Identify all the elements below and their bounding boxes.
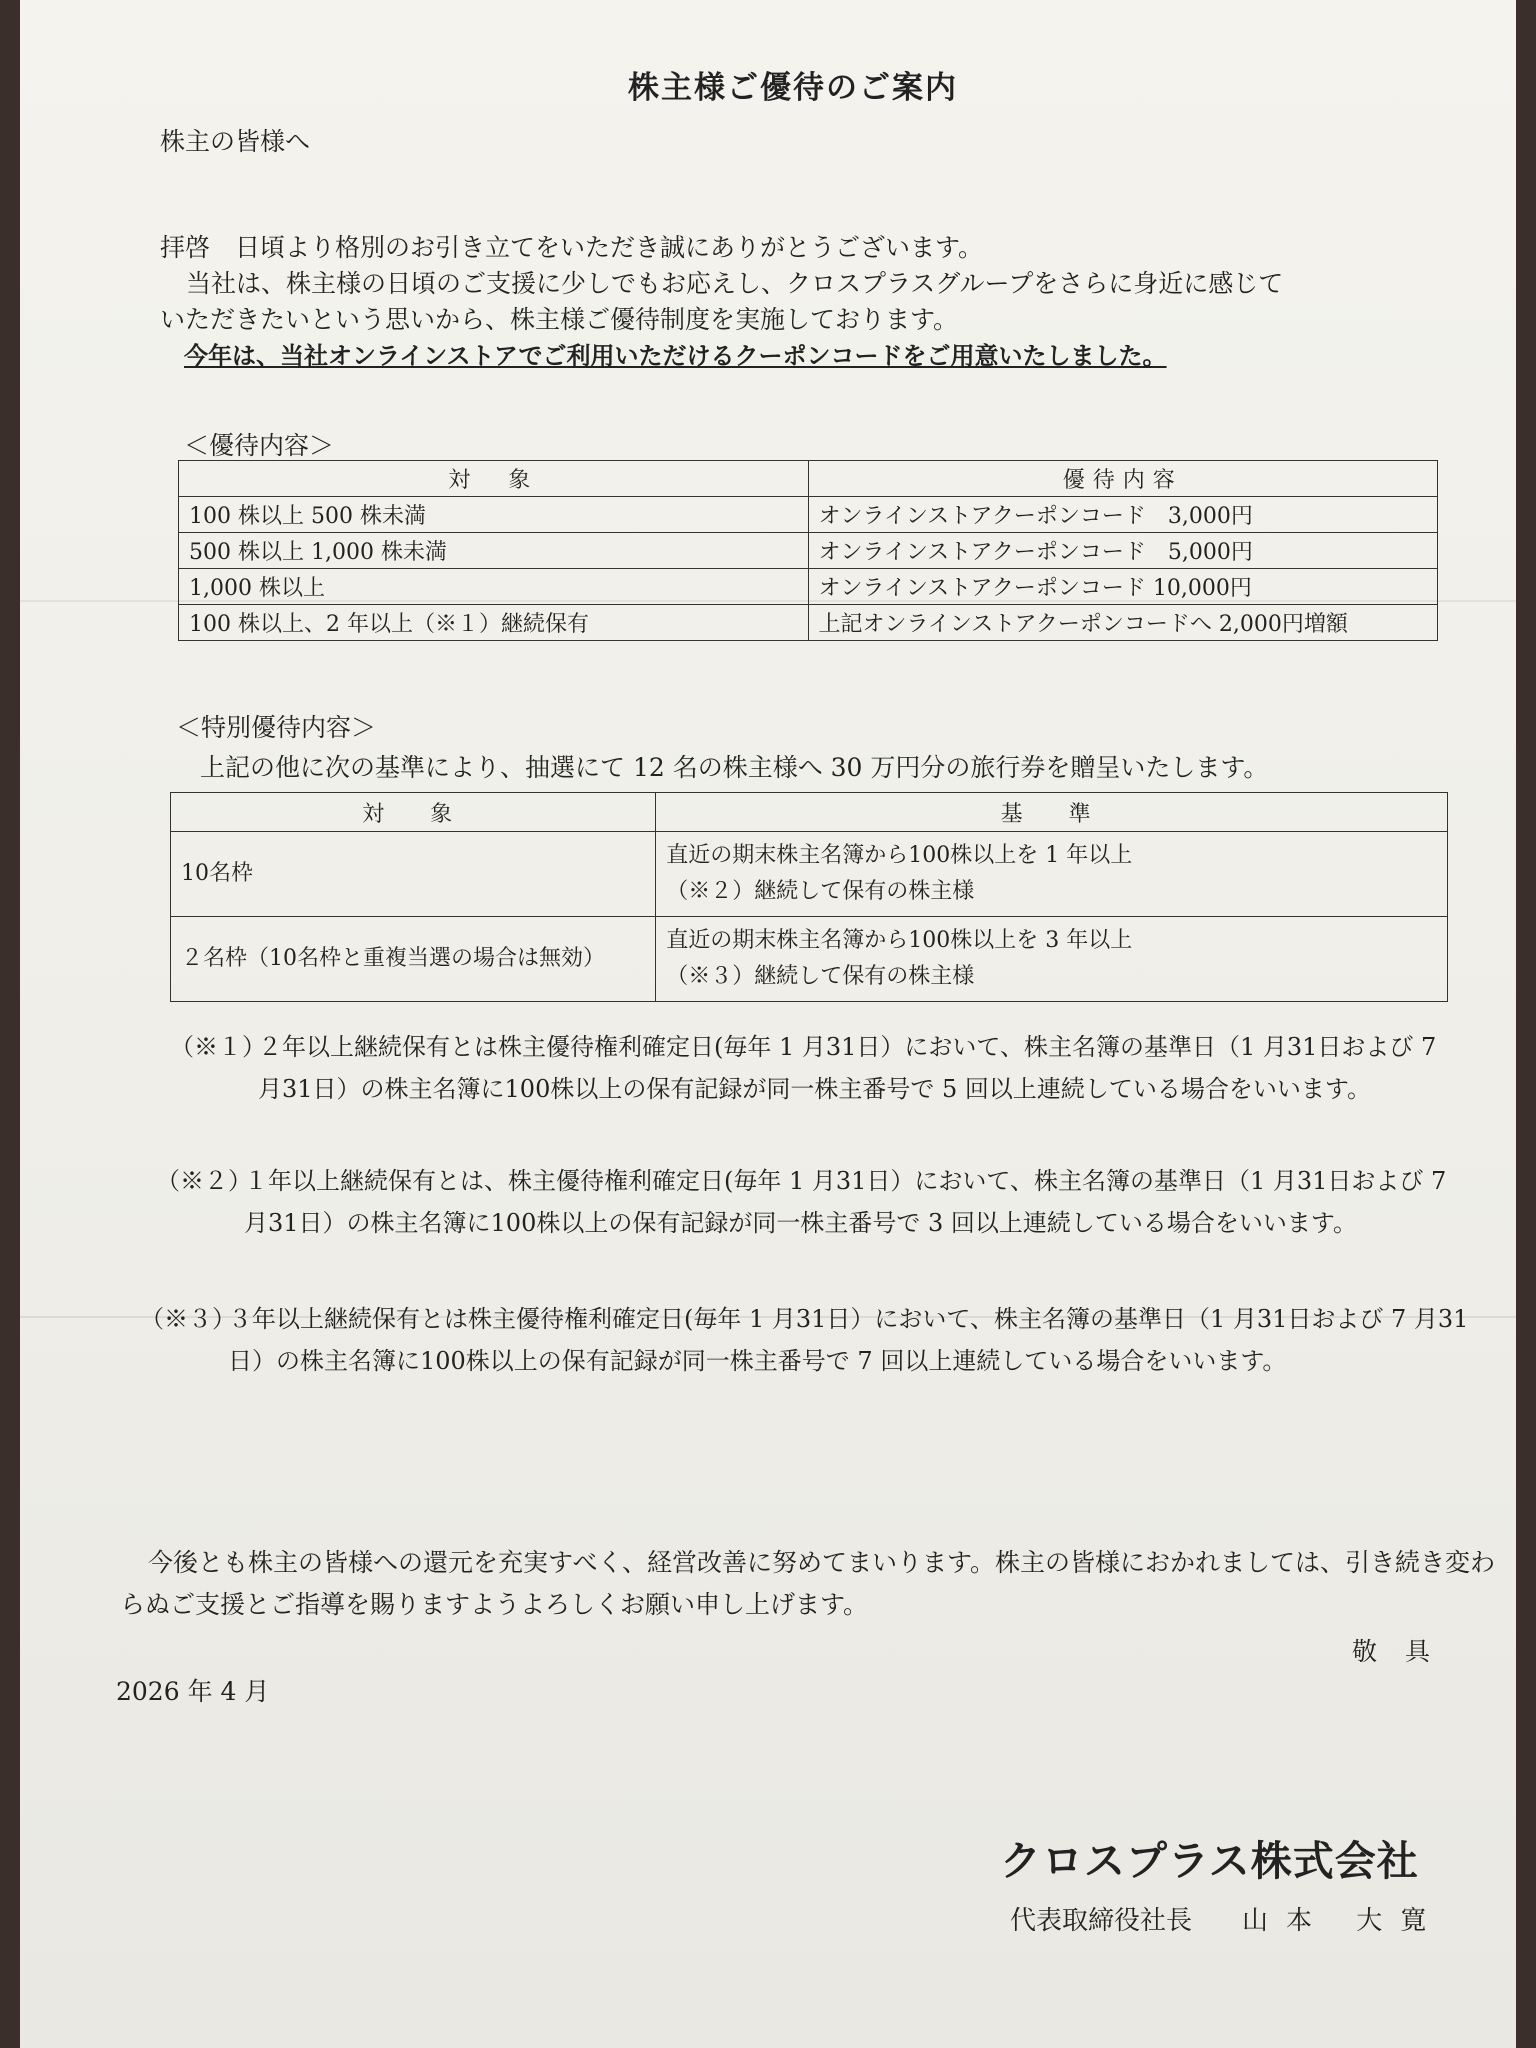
- table-cell: [656, 917, 1448, 1002]
- closing-paragraph: 今後とも株主の皆様への還元を充実すべく、経営改善に努めてまいります。株主の皆様におかれましては、引き続き変わらぬご支援とご指導を賜りますようよろしくお願い申し上げます。: [120, 1548, 1496, 1619]
- intro-highlight: 今年は、当社オンラインストアでご利用いただけるクーポンコードをご用意いたしました。: [184, 342, 1167, 370]
- letter-paper: [20, 0, 1516, 2048]
- table-header-cell: 対 象: [179, 461, 809, 497]
- document-title: 株主様ご優待のご案内: [628, 70, 958, 106]
- criteria-line: 直近の期末株主名簿から100株以上を 3 年以上: [666, 928, 1133, 953]
- table-header-cell: 優待内容: [808, 461, 1438, 497]
- footnote-marker: （※１）: [170, 1033, 266, 1061]
- company-name: クロスプラス株式会社: [1000, 1837, 1419, 1885]
- table-row: [171, 917, 1448, 1002]
- criteria-line: （※３）継続して保有の株主様: [666, 964, 975, 989]
- salutation: 株主の皆様へ: [160, 127, 311, 156]
- table-cell: ２名枠（10名枠と重複当選の場合は無効）: [171, 917, 656, 1002]
- table-cell: 500 株以上 1,000 株未満: [179, 533, 809, 569]
- footnote: [156, 1160, 1460, 1244]
- benefits-heading: ＜優待内容＞: [184, 431, 335, 460]
- footnote: [170, 1026, 1460, 1110]
- table-row: [179, 605, 1438, 641]
- footnote-text: ２年以上継続保有とは株主優待権利確定日(毎年 1 月31日）において、株主名簿の基準日（1 月31日および 7 月31日）の株主名簿に100株以上の保有記録が同一株主番号で 5 回以上連続している場合をいいます。: [258, 1033, 1437, 1103]
- representative-title: 代表取締役社長: [1010, 1906, 1193, 1936]
- table-cell: [656, 832, 1448, 917]
- table-cell: 1,000 株以上: [179, 569, 809, 605]
- table-row: [179, 497, 1438, 533]
- table-header-row: [171, 793, 1448, 832]
- footnote-marker: （※２）: [156, 1167, 252, 1195]
- table-cell: オンラインストアクーポンコード 5,000円: [808, 533, 1438, 569]
- criteria-line: 直近の期末株主名簿から100株以上を 1 年以上: [666, 843, 1133, 868]
- intro-line: 当社は、株主様の日頃のご支援に少しでもお応えし、クロスプラスグループをさらに身近に感じて: [186, 269, 1284, 298]
- table-header-row: [179, 461, 1438, 497]
- letter-date: 2026 年 4 月: [116, 1677, 270, 1706]
- table-cell: 10名枠: [171, 832, 656, 917]
- criteria-line: （※２）継続して保有の株主様: [666, 879, 975, 904]
- special-table: [170, 792, 1448, 1002]
- footnote-marker: （※３）: [140, 1305, 236, 1333]
- benefits-table: [178, 460, 1438, 641]
- footnote: [140, 1298, 1470, 1382]
- table-cell: オンラインストアクーポンコード 10,000円: [808, 569, 1438, 605]
- representative-name: 山本 大寛: [1242, 1906, 1445, 1936]
- intro-line: いただきたいという思いから、株主様ご優待制度を実施しております。: [160, 305, 959, 334]
- table-row: [171, 832, 1448, 917]
- intro-line: 拝啓 日頃より格別のお引き立てをいただき誠にありがとうございます。: [160, 233, 984, 262]
- table-header-cell: 基 準: [656, 793, 1448, 832]
- table-cell: 100 株以上 500 株未満: [179, 497, 809, 533]
- table-cell: オンラインストアクーポンコード 3,000円: [808, 497, 1438, 533]
- footnote-text: ３年以上継続保有とは株主優待権利確定日(毎年 1 月31日）において、株主名簿の基準日（1 月31日および 7 月31日）の株主名簿に100株以上の保有記録が同一株主番号で 7 回以上連続している場合をいいます。: [228, 1305, 1469, 1375]
- special-heading: ＜特別優待内容＞: [176, 713, 377, 742]
- table-header-cell: 対 象: [171, 793, 656, 832]
- table-cell: 上記オンラインストアクーポンコードへ 2,000円増額: [808, 605, 1438, 641]
- table-cell: 100 株以上、2 年以上（※１）継続保有: [179, 605, 809, 641]
- table-row: [179, 569, 1438, 605]
- footnote-text: １年以上継続保有とは、株主優待権利確定日(毎年 1 月31日）において、株主名簿の基準日（1 月31日および 7 月31日）の株主名簿に100株以上の保有記録が同一株主番号で 3 回以上連続している場合をいいます。: [244, 1167, 1447, 1237]
- special-intro: 上記の他に次の基準により、抽選にて 12 名の株主様へ 30 万円分の旅行券を贈呈いたします。: [200, 753, 1269, 782]
- table-row: [179, 533, 1438, 569]
- closing-word: 敬具: [1352, 1637, 1459, 1666]
